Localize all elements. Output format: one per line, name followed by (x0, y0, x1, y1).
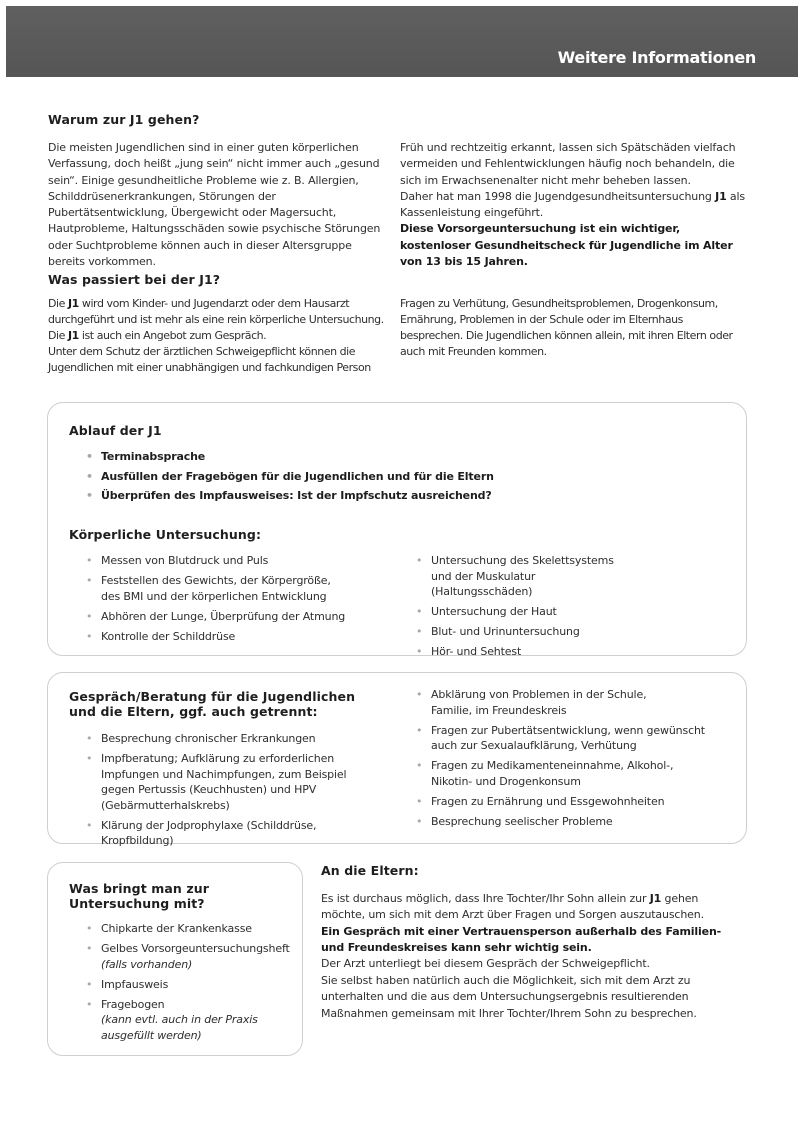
item-text: Untersuchung der Haut (431, 605, 557, 618)
ablauf-step-text: Überprüfen des Impfausweises: Ist der Impfschutz ausreichend? (101, 489, 492, 502)
item-text: Untersuchung des Skelettsystems und der Muskulatur (Haltungsschäden) (431, 554, 614, 598)
ablauf-steps-list (82, 449, 722, 508)
item-text: Abklärung von Problemen in der Schule, Familie, im Freundeskreis (431, 688, 647, 717)
item-text: Messen von Blutdruck und Puls (101, 554, 269, 567)
bullet-icon: • (86, 732, 93, 745)
bullet-icon: • (416, 645, 423, 658)
box-mitbringen (47, 862, 303, 1056)
item-text: Abhören der Lunge, Überprüfung der Atmung (101, 609, 346, 623)
bullet-icon: • (86, 469, 93, 483)
list-item (82, 941, 292, 972)
j1-emphasis: J1 (68, 297, 79, 310)
item-text: Kontrolle der Schilddrüse (101, 629, 236, 643)
item-text: Fragen zu Medikamenteneinnahme, Alkohol-, Nikotin- und Drogenkonsum (431, 759, 674, 788)
gespraech-right-list (412, 687, 712, 834)
bullet-icon: • (86, 629, 93, 643)
list-item (82, 921, 292, 937)
bullet-icon: • (416, 605, 423, 618)
paragraph-eltern-1 (321, 891, 731, 972)
header-banner (6, 6, 798, 77)
j1-emphasis: J1 (68, 329, 79, 342)
list-item (82, 488, 722, 504)
item-text: Besprechung seelischer Probleme (431, 814, 613, 828)
gespraech-left-list (82, 731, 382, 853)
list-item (82, 469, 722, 485)
bullet-icon: • (86, 922, 93, 935)
item-text: Feststellen des Gewichts, der Körpergröße, des BMI und der körperlichen Entwicklung (101, 574, 331, 603)
bullet-icon: • (416, 554, 423, 567)
bullet-icon: • (416, 794, 423, 808)
passiert-l2c: ist auch ein Angebot zum Gespräch. (78, 329, 267, 342)
list-item (412, 644, 632, 660)
heading-warum: Warum zur J1 gehen? (48, 112, 200, 127)
list-item (412, 624, 632, 640)
item-text: Fragen zur Pubertätsentwicklung, wenn gewünscht auch zur Sexualaufklärung, Verhütung (431, 723, 705, 752)
list-item (82, 449, 722, 465)
ablauf-step-text: Ausfüllen der Fragebögen für die Jugendlichen und für die Eltern (101, 469, 494, 483)
list-item (82, 609, 382, 625)
list-item (82, 751, 382, 813)
passiert-l1c: wird vom Kinder- und Jugendarzt oder dem Hausarzt durchgeführt und ist mehr als eine rein körperliche Untersuchung. (48, 297, 384, 326)
passiert-l1a: Die (48, 297, 68, 310)
bullet-icon: • (86, 818, 93, 832)
item-text: Hör- und Sehtest (431, 645, 522, 658)
bullet-icon: • (86, 977, 93, 991)
heading-mitbringen: Was bringt man zur Untersuchung mit? (69, 881, 209, 911)
list-item (82, 629, 382, 645)
eltern-p1a: Es ist durchaus möglich, dass Ihre Tochter/Ihr Sohn allein zur (321, 892, 650, 905)
heading-gespraech-line1: Gespräch/Beratung für die Jugendlichen (69, 689, 356, 704)
list-item (82, 997, 276, 1044)
bullet-icon: • (86, 574, 93, 587)
bullet-icon: • (416, 759, 423, 772)
heading-koerperliche-untersuchung: Körperliche Untersuchung: (69, 527, 262, 542)
warum-right-text-1: Früh und rechtzeitig erkannt, lassen sich Spätschäden vielfach vermeiden und Fehlentwicklungen häufig noch behandeln, die sich im Erwachsenenalter nicht mehr beheben lassen. (400, 141, 736, 187)
list-item (82, 818, 351, 849)
warum-right-text-2a: Daher hat man 1998 die Jugendgesundheitsuntersuchung (400, 189, 716, 203)
heading-ablauf: Ablauf der J1 (69, 423, 162, 438)
list-item (412, 723, 712, 754)
list-item (82, 573, 346, 604)
item-text: Fragebogen (101, 997, 165, 1011)
item-text: Impfausweis (101, 977, 169, 991)
list-item (412, 814, 712, 830)
ablauf-step-text: Terminabsprache (101, 450, 206, 463)
list-item (412, 794, 712, 810)
paragraph-eltern-2: Sie selbst haben natürlich auch die Möglichkeit, sich mit dem Arzt zu unterhalten und die aus dem Untersuchungsergebnis resultierenden Maßnahmen gemeinsam mit Ihrer Tochter/Ihrem Sohn zu besprechen. (321, 974, 697, 1020)
eltern-p1-end: Der Arzt unterliegt bei diesem Gespräch der Schweigepflicht. (321, 957, 650, 971)
j1-emphasis: J1 (715, 189, 727, 203)
bullet-icon: • (86, 489, 93, 502)
bullet-icon: • (86, 997, 93, 1011)
passiert-l2a: Die (48, 329, 68, 342)
item-text: Besprechung chronischer Erkrankungen (101, 732, 316, 745)
list-item (412, 687, 651, 718)
paragraph-warum-left: Die meisten Jugendlichen sind in einer guten körperlichen Verfassung, doch heißt „jung sein“ nicht immer auch „gesund sein“. Einige gesundheitliche Probleme wie z. B. Allergien, Schilddrüsenerkrankungen, Störungen der Pubertätsentwicklung, Übergewicht oder Magersucht, Hautprobleme, Haltungsschäden sowie psychische Störungen oder Suchtprobleme können auch in dieser Altersgruppe bereits vorkommen. (48, 141, 381, 269)
item-text: Chipkarte der Krankenkasse (101, 922, 252, 935)
list-item (82, 731, 382, 747)
bullet-icon: • (416, 625, 423, 638)
untersuchung-left-list (82, 553, 382, 649)
paragraph-passiert-right: Fragen zu Verhütung, Gesundheitsproblemen, Drogenkonsum, Ernährung, Problemen in der Schule oder im Elternhaus besprechen. Die Jugendlichen können allein, mit ihren Eltern oder auch mit Freunden kommen. (400, 297, 733, 358)
bullet-icon: • (86, 752, 93, 765)
bullet-icon: • (86, 942, 93, 955)
list-item (412, 758, 691, 789)
heading-passiert: Was passiert bei der J1? (48, 272, 221, 287)
bullet-icon: • (86, 554, 93, 567)
item-text: Klärung der Jodprophylaxe (Schilddrüse, Kropfbildung) (101, 818, 317, 847)
bullet-icon: • (416, 688, 423, 701)
list-item (82, 553, 382, 569)
heading-gespraech-line2: und die Eltern, ggf. auch getrennt: (69, 704, 318, 719)
bullet-icon: • (86, 450, 93, 463)
paragraph-warum-right (400, 140, 745, 270)
bullet-icon: • (416, 814, 423, 828)
item-note: (kann evtl. auch in der Praxis ausgefüllt werden) (101, 1013, 258, 1042)
bullet-icon: • (416, 723, 423, 737)
item-text: Gelbes Vorsorgeuntersuchungsheft (101, 942, 290, 955)
list-item (412, 604, 632, 620)
warum-right-text-2c: als Kassenleistung eingeführt. (400, 189, 746, 220)
banner-title: Weitere Informationen (557, 48, 756, 67)
paragraph-passiert-left (48, 296, 393, 376)
heading-eltern: An die Eltern: (321, 863, 419, 878)
mitbringen-list (82, 921, 292, 1048)
passiert-l3: Unter dem Schutz der ärztlichen Schweigepflicht können die Jugendlichen mit einer unabhängigen und fachkundigen Person (48, 345, 371, 374)
item-note: (falls vorhanden) (101, 957, 193, 971)
heading-gespraech (69, 689, 355, 719)
box-gespraech (47, 672, 747, 847)
list-item (82, 977, 292, 993)
bullet-icon: • (86, 609, 93, 623)
eltern-bold: Ein Gespräch mit einer Vertrauensperson außerhalb des Familien- und Freundeskreises kann sehr wichtig sein. (321, 924, 722, 954)
untersuchung-right-list (412, 553, 632, 664)
item-text: Fragen zu Ernährung und Essgewohnheiten (431, 794, 665, 808)
warum-right-bold: Diese Vorsorgeuntersuchung ist ein wichtiger, kostenloser Gesundheitscheck für Jugendliche im Alter von 13 bis 15 Jahren. (400, 222, 733, 269)
box-ablauf (47, 402, 747, 656)
eltern-p1c: gehen möchte, um sich mit dem Arzt über Fragen und Sorgen auszutauschen. (321, 892, 704, 922)
item-text: Blut- und Urinuntersuchung (431, 625, 580, 638)
item-text: Impfberatung; Aufklärung zu erforderlichen Impfungen und Nachimpfungen, zum Beispiel gegen Pertussis (Keuchhusten) und HPV (Gebärmutterhalskrebs) (101, 752, 347, 812)
list-item (412, 553, 632, 600)
j1-emphasis: J1 (649, 892, 662, 905)
